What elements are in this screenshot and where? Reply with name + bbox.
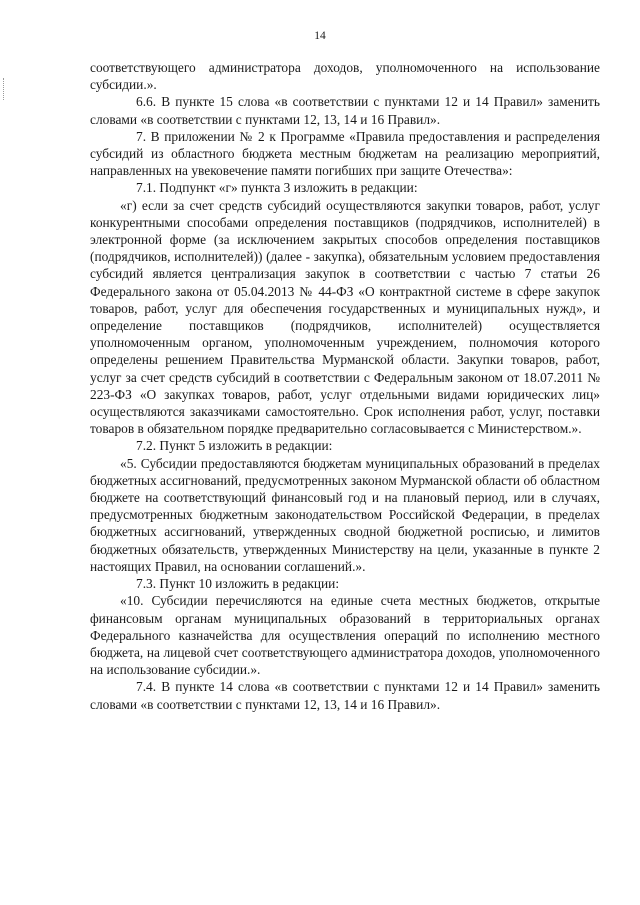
paragraph: «г) если за счет средств субсидий осуществляются закупки товаров, работ, услуг конкурентными способами определения поставщиков (подрядчиков, исполнителей) в электронной форме (за исключением закрытых способов определения поставщиков (подрядчиков, исполнителей)) (далее - закупка), обязательным условием предоставления субсидий является централизация закупок в соответствии с частью 7 статьи 26 Федерального закона от 05.04.2013 № 44-ФЗ «О контрактной системе в сфере закупок товаров, работ, услуг для обеспечения государственных и муниципальных нужд», и определение поставщиков (подрядчиков, исполнителей) осуществляется уполномоченным органом, уполномоченным учреждением, полномочия которого определены решением Правительства Мурманской области. Закупки товаров, работ, услуг за счет средств субсидий в соответствии с Федеральным законом от 18.07.2011 № 223-ФЗ «О закупках товаров, работ, услуг отдельными видами юридических лиц» осуществляются заказчиками самостоятельно. Срок исполнения работ, услуг, поставки товаров в обязательном порядке предварительно согласовывается с Министерством.». <box>90 197 600 437</box>
paragraph: 7.4. В пункте 14 слова «в соответствии с пунктами 12 и 14 Правил» заменить словами «в соответствии с пунктами 12, 13, 14 и 16 Правил». <box>90 679 600 712</box>
paragraph: 7. В приложении № 2 к Программе «Правила предоставления и распределения субсидий из областного бюджета местным бюджетам на реализацию мероприятий, направленных на увековечение памяти погибших при защите Отечества»: <box>90 128 600 179</box>
page-number: 14 <box>314 30 326 42</box>
paragraph: 7.2. Пункт 5 изложить в редакции: <box>136 438 333 454</box>
paragraph: «5. Субсидии предоставляются бюджетам муниципальных образований в пределах бюджетных ассигнований, предусмотренных законом Мурманской области об областном бюджете на соответствующий финансовый год и на плановый период, или в случаях, предусмотренных бюджетным законодательством Российской Федерации, в пределах бюджетных ассигнований, утвержденных сводной бюджетной росписью, и лимитов бюджетных обязательств, утвержденных Министерству на цели, указанные в пункте 2 настоящих Правил, на основании соглашений.». <box>90 455 600 574</box>
paragraph: соответствующего администратора доходов, уполномоченного на использование субсидии.». <box>90 60 600 93</box>
paragraph: 7.1. Подпункт «г» пункта 3 изложить в редакции: <box>136 180 418 196</box>
paragraph: 6.6. В пункте 15 слова «в соответствии с пунктами 12 и 14 Правил» заменить словами «в соответствии с пунктами 12, 13, 14 и 16 Правил». <box>90 94 600 127</box>
document-body <box>90 59 600 713</box>
paragraph: 7.3. Пункт 10 изложить в редакции: <box>136 576 340 592</box>
scan-edge-mark <box>3 78 7 100</box>
paragraph: «10. Субсидии перечисляются на единые счета местных бюджетов, открытые финансовым органам муниципальных образований в территориальных органах Федерального казначейства для осуществления операций по исполнению местного бюджета, на лицевой счет соответствующего администратора доходов, уполномоченного на использование субсидии.». <box>90 593 600 678</box>
